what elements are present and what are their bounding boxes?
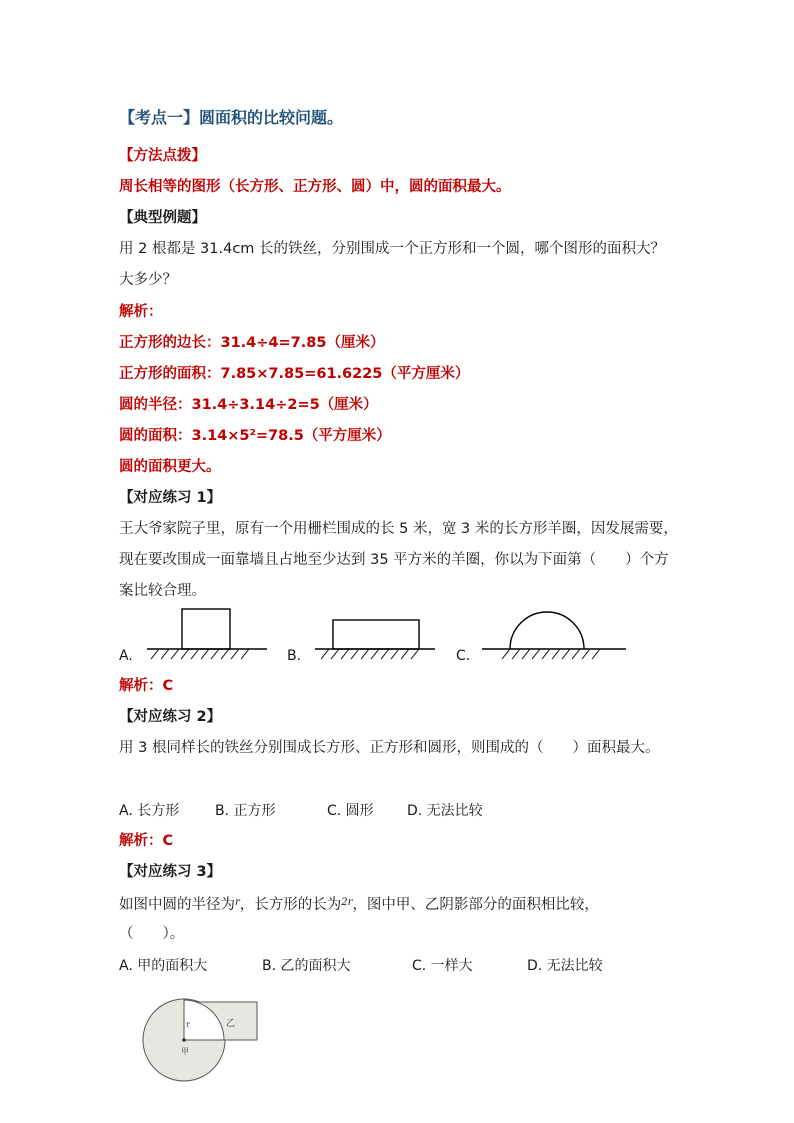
ex2-option-a: A. 长方形 — [119, 803, 180, 819]
ex1-option-b-label: B. — [287, 648, 302, 664]
step-2: 正方形的面积：7.85×7.85=61.6225（平方厘米） — [119, 366, 470, 382]
option-b-figure — [313, 605, 438, 663]
ex1-question: 王大爷家院子里，原有一个用栅栏围成的长 5 米，宽 3 米的长方形羊圈，因发展需要，现在要改围成一面靠墙且占地至少达到 35 平方米的羊圈，你以为下面第（ ）个方案比较合理。 — [119, 521, 678, 599]
ex3-q-part1: 如图中圆的半径为 — [119, 897, 235, 913]
option-c-figure — [480, 605, 630, 663]
ex3-question-line1 — [119, 893, 599, 915]
ex1-title: 【对应练习 1】 — [119, 490, 222, 506]
ex1-option-a-label: A. — [119, 648, 133, 664]
ex3-option-a: A. 甲的面积大 — [119, 958, 208, 974]
ex3-q-part3: ，图中甲、乙阴影部分的面积相比较， — [352, 897, 599, 913]
ex2-title: 【对应练习 2】 — [119, 709, 222, 725]
step-4: 圆的面积：3.14×5²=78.5（平方厘米） — [119, 428, 391, 444]
step-3: 圆的半径：31.4÷3.14÷2=5（厘米） — [119, 397, 378, 413]
option-a-figure — [145, 605, 270, 663]
page-heading: 【考点一】圆面积的比较问题。 — [119, 108, 344, 127]
example-title: 【典型例题】 — [119, 210, 206, 226]
ex3-2r-symbol: 2r — [341, 897, 353, 908]
ex2-answer: 解析：C — [119, 833, 174, 849]
ex1-option-c-label: C. — [456, 648, 471, 664]
fig-radius-label: r — [186, 1020, 190, 1029]
ex3-option-d: D. 无法比较 — [527, 958, 603, 974]
ex3-q-part2: ，长方形的长为 — [239, 897, 342, 913]
step-conclusion: 圆的面积更大。 — [119, 459, 221, 475]
fig-jia-label: 甲 — [181, 1047, 189, 1056]
step-1: 正方形的边长：31.4÷4=7.85（厘米） — [119, 335, 385, 351]
ex3-option-b: B. 乙的面积大 — [262, 958, 351, 974]
circle-rectangle-figure — [140, 996, 270, 1086]
ex3-question-line2: （ ）。 — [119, 926, 185, 942]
fig-yi-label: 乙 — [226, 1019, 236, 1029]
ex3-title: 【对应练习 3】 — [119, 864, 222, 880]
ex3-option-c: C. 一样大 — [412, 958, 473, 974]
method-title: 【方法点拨】 — [119, 148, 206, 164]
ex3-r-symbol: r — [235, 897, 240, 908]
example-question: 用 2 根都是 31.4cm 长的铁丝，分别围成一个正方形和一个圆，哪个图形的面积大？大多少？ — [119, 241, 666, 288]
analysis-label: 解析： — [119, 304, 163, 320]
ex1-answer: 解析：C — [119, 678, 174, 694]
ex2-option-d: D. 无法比较 — [407, 803, 483, 819]
ex2-question: 用 3 根同样长的铁丝分别围成长方形、正方形和圆形，则围成的（ ）面积最大。 — [119, 740, 660, 756]
ex2-option-c: C. 圆形 — [327, 803, 374, 819]
method-text: 周长相等的图形（长方形、正方形、圆）中，圆的面积最大。 — [119, 179, 511, 195]
ex2-option-b: B. 正方形 — [215, 803, 276, 819]
